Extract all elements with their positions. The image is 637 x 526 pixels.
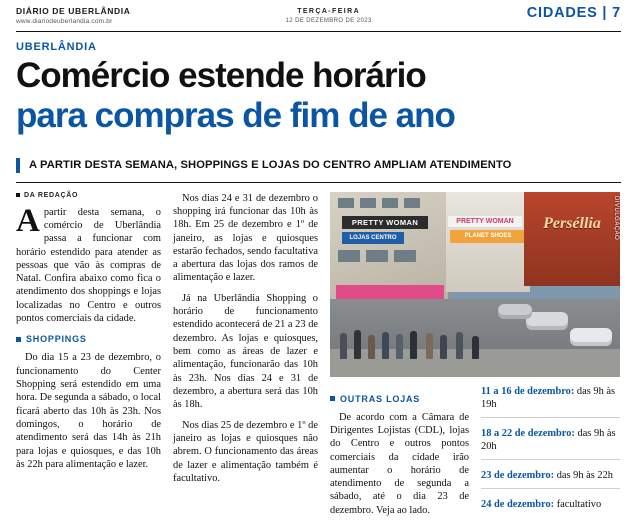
paragraph: De acordo com a Câmara de Dirigentes Lojistas (CDL), lojas do Centro e outros pontos comerciais da cidade irão aumentar o horário de atendimento de segunda a sábado, até o dia 23 de dezembro. Veja ao lado.: [330, 411, 469, 516]
issue-date: 12 DE DEZEMBRO DE 2023: [285, 17, 372, 24]
article-photo: [330, 192, 620, 377]
byline-text: DA REDAÇÃO: [24, 191, 79, 199]
photo-credit: DIVULGAÇÃO: [613, 195, 619, 240]
page-title: [16, 57, 621, 134]
issue-weekday: TERÇA-FEIRA: [297, 8, 361, 15]
hours-range: 23 de dezembro:: [481, 469, 555, 481]
masthead-center: [286, 8, 372, 25]
subsection-shoppings: [16, 334, 161, 344]
article-subhead: A PARTIR DESTA SEMANA, SHOPPINGS E LOJAS DO CENTRO AMPLIAM ATENDIMENTO: [29, 159, 512, 172]
section-label: CIDADES | 7: [526, 5, 621, 21]
storefront-sign-pretty-woman-banner: PRETTY WOMAN: [448, 216, 522, 227]
hours-range: 11 a 16 de dezembro:: [481, 385, 575, 397]
paragraph: Nos dias 24 e 31 de dezembro o shopping irá funcionar das 10h às 18h. Em 25 de dezembro e 1º de janeiro, as lojas e quiosques estarão fechados, sendo facultativa a abertura das lojas dos ramos de alimentação e lazer.: [173, 192, 318, 284]
article-column-2: [173, 192, 318, 526]
byline: [16, 192, 161, 199]
hours-times: facultativo: [556, 498, 602, 510]
storefront-sign-pretty-woman: PRETTY WOMAN: [342, 216, 428, 229]
hours-range: 24 de dezembro:: [481, 498, 555, 510]
storefront-awning: [336, 285, 444, 299]
storefront-sign-red: Perséllia: [543, 214, 601, 232]
article-column-right: [330, 192, 620, 526]
hours-times: das 9h às 22h: [556, 469, 613, 481]
storefront-sign-orange: PLANET SHOES: [450, 230, 526, 243]
byline-square-icon: [16, 193, 20, 197]
paragraph: Do dia 15 a 23 de dezembro, o funcionamento do Center Shopping será estendido em uma hora. De segunda a sábado, o local ficará aberto das 10h às 23h. Nos domingos, o horário de atendimento será das 14h às 21h para lojas e quiosques, e das 10h às 22h para alimentação e lazer.: [16, 352, 161, 470]
paragraph: [16, 202, 161, 326]
list-item: [481, 385, 620, 418]
list-item: [481, 427, 620, 460]
article-kicker: UBERLÂNDIA: [16, 41, 97, 54]
publication-website: www.diariodeuberlandia.com.br: [16, 17, 113, 25]
dropcap: A: [16, 202, 40, 239]
subsection-label: OUTRAS LOJAS: [340, 393, 421, 404]
right-lower-area: [330, 385, 620, 526]
hours-range: 18 a 22 de dezembro:: [481, 427, 575, 439]
photo-crowd: [330, 303, 620, 359]
masthead-divider: [16, 31, 621, 32]
hours-times: das 9h às 19h: [481, 385, 616, 410]
subsection-outras-lojas: [330, 394, 469, 404]
list-item: [481, 498, 620, 517]
masthead-left: [16, 7, 130, 25]
publication-title: DIÁRIO DE UBERLÂNDIA: [16, 6, 131, 16]
storefront-sign-blue: LOJAS CENTRO: [342, 232, 404, 244]
headline-line-1: Comércio estende horário: [16, 56, 426, 96]
article-subhead-container: [16, 158, 621, 183]
headline-line-2: para compras de fim de ano: [16, 95, 455, 135]
masthead: [16, 0, 621, 25]
article-body: [16, 192, 621, 526]
photo-building-right: [524, 192, 620, 286]
list-item: [481, 469, 620, 489]
outras-lojas-column: [330, 385, 469, 526]
subhead-accent-bar: [16, 158, 20, 173]
subsection-square-icon: [330, 396, 335, 401]
hours-times: das 9h às 20h: [481, 427, 616, 452]
article-column-1: [16, 192, 161, 526]
paragraph: Já na Uberlândia Shopping o horário de funcionamento estendido acontecerá de 21 a 23 de dezembro. As lojas e quiosques, bem como as áreas de lazer e alimentação, funcionarão das 10h às 23h. Nos dias 24 e 31 de dezembro, a abertura será das 10h às 18h.: [173, 292, 318, 411]
subsection-label: SHOPPINGS: [26, 334, 87, 345]
paragraph-text: partir desta semana, o comércio de Uberlândia passa a funcionar com horário estendido para atender as pessoas que vão às compras de Natal. Confira abaixo como fica o atendimento dos shoppings e lojas localizadas no Centro e outros pontos comerciais da cidade.: [16, 206, 161, 325]
hours-list: [481, 385, 620, 526]
paragraph: Nos dias 25 de dezembro e 1º de janeiro as lojas e quiosques não abrem. O funcionamento das áreas de lazer e alimentação também é facultativo.: [173, 419, 318, 484]
subsection-square-icon: [16, 337, 21, 342]
